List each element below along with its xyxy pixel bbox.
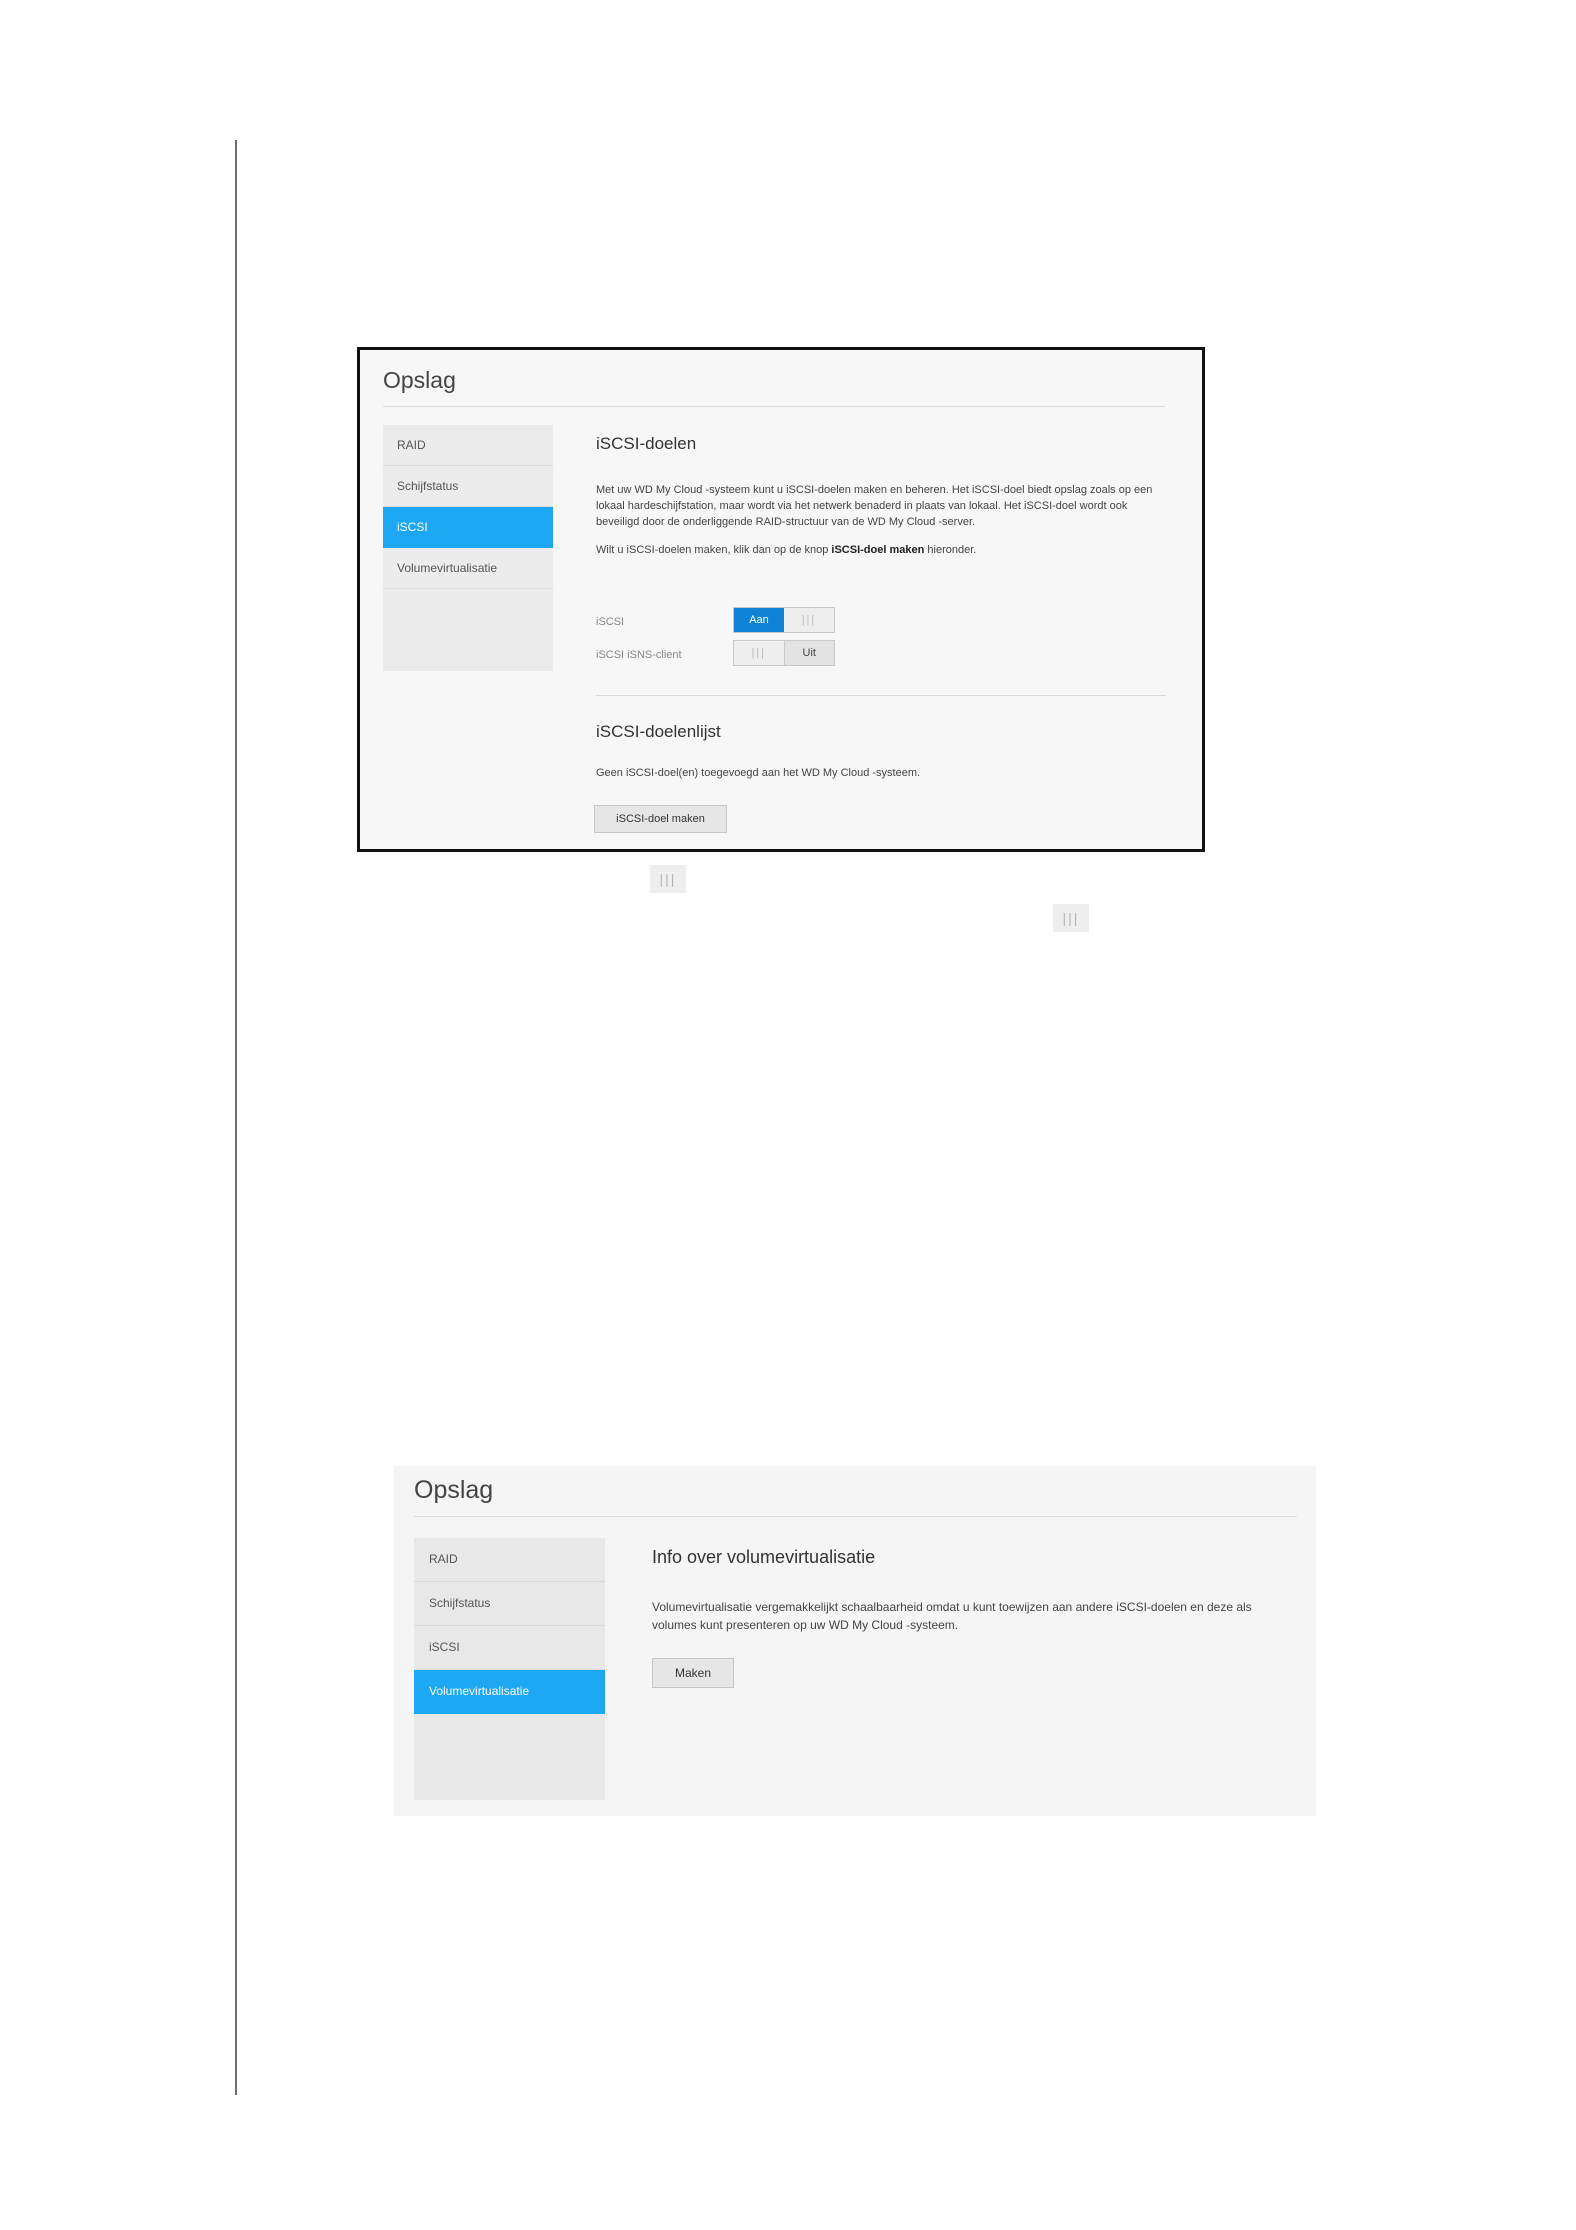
page-title: Opslag bbox=[414, 1476, 494, 1504]
sidebar-item-iscsi[interactable]: iSCSI bbox=[414, 1626, 605, 1670]
title-divider bbox=[414, 1516, 1297, 1517]
sidebar-item-volume-virtualization[interactable]: Volumevirtualisatie bbox=[414, 1670, 605, 1714]
page-margin-rule bbox=[235, 140, 237, 2095]
toggle-off-label: Uit bbox=[784, 641, 835, 665]
target-list-title: iSCSI-doelenlijst bbox=[596, 722, 721, 741]
sidebar-item-volume-virtualization[interactable]: Volumevirtualisatie bbox=[383, 548, 553, 589]
iscsi-instruction: Wilt u iSCSI-doelen maken, klik dan op de knop iSCSI-doel maken hieronder. bbox=[596, 544, 977, 556]
page-title: Opslag bbox=[383, 367, 456, 393]
storage-iscsi-panel bbox=[357, 347, 1205, 852]
toggle-grip-icon: ||| bbox=[650, 865, 686, 893]
toggle-grip-icon: ||| bbox=[801, 614, 817, 626]
isns-client-label: iSCSI iSNS-client bbox=[596, 649, 682, 661]
sidebar-item-disk-status[interactable]: Schijfstatus bbox=[414, 1582, 605, 1626]
storage-volume-virtualization-panel bbox=[394, 1466, 1316, 1816]
sidebar-item-raid[interactable]: RAID bbox=[414, 1538, 605, 1582]
toggle-on-label: Aan bbox=[734, 608, 784, 632]
toggle-grip-icon: ||| bbox=[1053, 904, 1089, 932]
section-title: iSCSI-doelen bbox=[596, 434, 697, 453]
sidebar bbox=[414, 1538, 605, 1800]
sidebar-item-raid[interactable]: RAID bbox=[383, 425, 553, 466]
iscsi-label: iSCSI bbox=[596, 616, 625, 628]
sidebar-item-disk-status[interactable]: Schijfstatus bbox=[383, 466, 553, 507]
sidebar-item-iscsi[interactable]: iSCSI bbox=[383, 507, 553, 548]
sidebar bbox=[383, 425, 553, 671]
iscsi-description: Met uw WD My Cloud -systeem kunt u iSCSI-doelen maken en beheren. Het iSCSI-doel biedt opslag zoals op een lokaal hardeschijfstation, maar wordt via het netwerk benaderd in plaats van lokaal. Het iSCSI-doel wordt ook beveiligd door de onderliggende RAID-structuur van de WD My Cloud -server. bbox=[596, 484, 1153, 528]
volume-virtualization-description: Volumevirtualisatie vergemakkelijkt schaalbaarheid omdat u kunt toewijzen aan andere iSCSI-doelen en deze als volumes kunt presenteren op uw WD My Cloud -systeem. bbox=[652, 1600, 1252, 1632]
instruction-button-name: iSCSI-doel maken bbox=[831, 544, 925, 556]
target-list-empty-message: Geen iSCSI-doel(en) toegevoegd aan het WD My Cloud -systeem. bbox=[596, 767, 921, 779]
create-volume-button[interactable]: Maken bbox=[652, 1658, 734, 1688]
section-title: Info over volumevirtualisatie bbox=[652, 1547, 876, 1567]
toggle-grip-icon: ||| bbox=[751, 647, 767, 659]
iscsi-toggle[interactable] bbox=[733, 607, 835, 633]
section-divider bbox=[596, 695, 1166, 696]
create-iscsi-target-button[interactable]: iSCSI-doel maken bbox=[594, 805, 727, 833]
isns-client-toggle[interactable] bbox=[733, 640, 835, 666]
title-divider bbox=[383, 406, 1165, 407]
